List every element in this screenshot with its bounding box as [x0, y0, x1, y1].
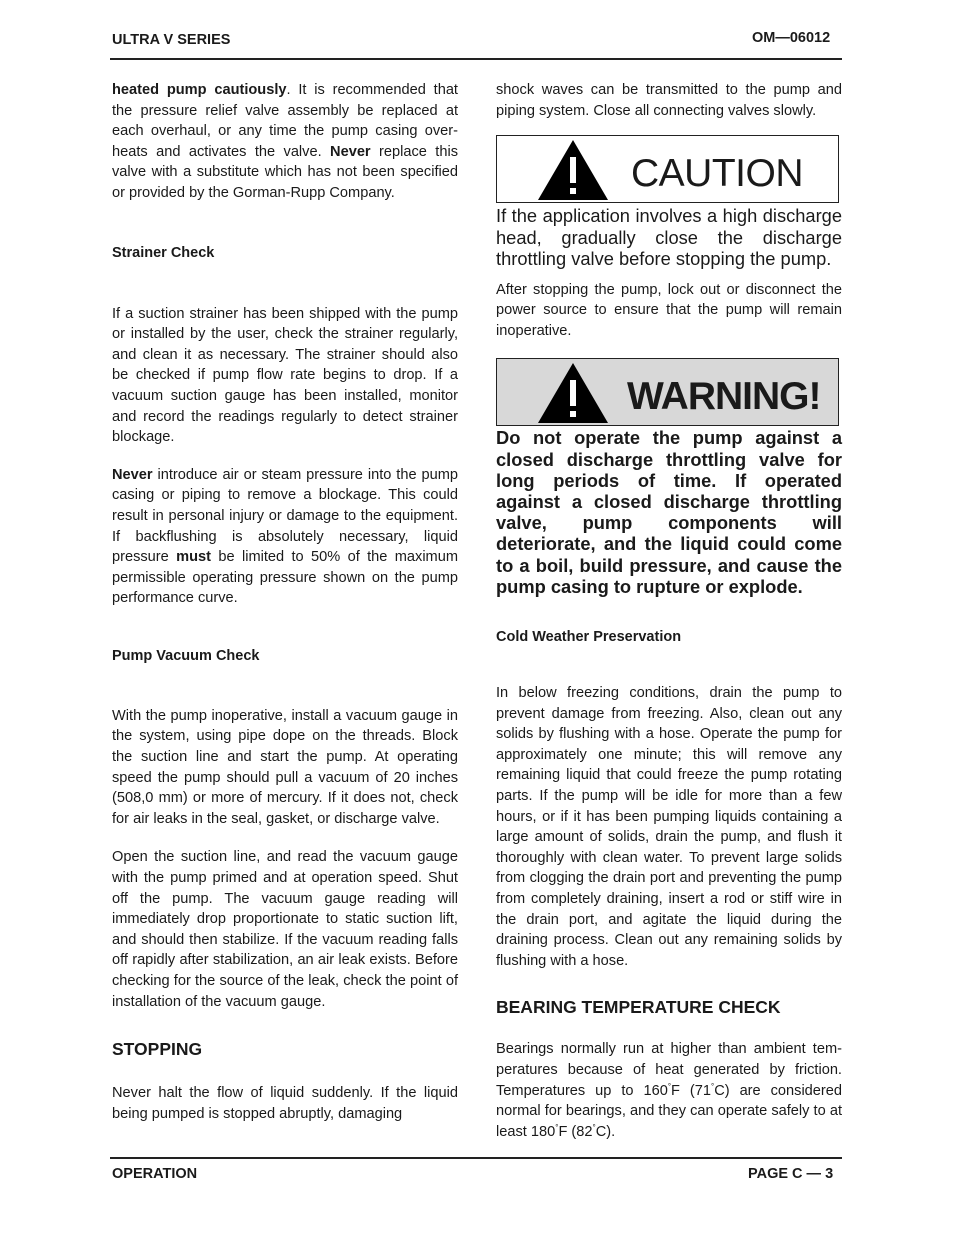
warning-message: Do not operate the pump against a closed discharge throttling valve for long periods of time. If operated against a closed discharge throttling valve, pump components will deteriorate, and the liquid could come to a boil, build pressure, and cause the pump casing to rupture or explode.: [496, 427, 842, 597]
caution-triangle-icon: [537, 139, 609, 201]
footer-section: OPERATION: [112, 1166, 198, 1182]
left-column: [112, 80, 458, 1124]
footer-page-number: PAGE C — 3: [748, 1166, 834, 1182]
shock-waves-paragraph: shock waves can be transmitted to the pump and piping system. Close all connecting valves slowly.: [496, 82, 842, 119]
warning-sign: [496, 358, 839, 426]
warning-triangle-icon: [537, 362, 609, 424]
footer-rule: [110, 1157, 842, 1159]
lockout-paragraph: After stopping the pump, lock out or disconnect the power source to ensure that the pump will remain inoperative.: [496, 281, 842, 339]
header-rule: [110, 58, 842, 60]
bearing-temperature-heading: BEARING TEMPERATURE CHECK: [496, 997, 781, 1018]
cold-weather-paragraph: In below freezing conditions, drain the pump to prevent damage from freezing. Also, clean out any solids by flushing with a hose. Operate the pump for approximately one minute; this will remove any remaining liquid that could freeze the pump rotating parts. If the pump will be idle for more than a few hours, or if it has been pumping liquids containing a large amount of solids, drain the pump, and flush it thoroughly with clean water. To prevent large solids from clogging the drain port and preventing the pump from completely draining, insert a rod or stiff wire in the drain port, and agitate the liquid during the draining process. Clean out any remaining solids by flushing with a hose.: [496, 685, 842, 969]
relief-valve-paragraph: heated pump cautiously. It is recommended that the pressure relief valve assembly be replaced at each overhaul, or any time the pump casing overheats and activates the valve. Never replace this valve with a substitute which has not been specified or provided by the Gorman-Rupp Company.: [112, 82, 458, 201]
header-doc-number: OM—06012: [752, 30, 831, 46]
stopping-heading: STOPPING: [112, 1039, 203, 1060]
strainer-check-heading: Strainer Check: [112, 244, 215, 261]
vacuum-paragraph-1: With the pump inoperative, install a vacuum gauge in the system, using pipe dope on the threads. Block the suction line and start the pump. At operating speed the pump should pull a vacuum of 20 inches (508,0 mm) or more of mercury. If it does not, check for air leaks in the seal, gasket, or discharge valve.: [112, 707, 458, 827]
pump-vacuum-check-heading: Pump Vacuum Check: [112, 647, 260, 664]
strainer-paragraph-2: Never introduce air or steam pressure into the pump casing or piping to remove a blockage. This could result in personal injury or damage to the equipment. If backflushing is absolutely necessary, liquid pressure must be limited to 50% of the maximum permissible operating pressure shown on the pump performance curve.: [112, 466, 458, 607]
caution-sign: [496, 135, 839, 203]
strainer-paragraph-1: If a suction strainer has been shipped with the pump or installed by the user, check the strainer regularly, and clean it as necessary. The strainer should also be checked if pump flow rate begins to drop. If a vacuum suction gauge has been installed, monitor and record the readings regularly to detect strainer blockage.: [112, 305, 458, 446]
stopping-paragraph: Never halt the flow of liquid suddenly. If the liquid being pumped is stopped abruptly, damaging: [112, 1085, 458, 1122]
vacuum-paragraph-2: Open the suction line, and read the vacuum gauge with the pump primed and at operation speed. Shut off the pump. The vacuum gauge reading will immediately drop proportionate to static suction lift, and should then stabilize. If the vacuum reading falls off rapidly after stabilization, an air leak exists. Before checking for the source of the leak, check the point of installation of the vacuum gauge.: [112, 849, 458, 1010]
caution-message: If the application involves a high discharge head, gradually close the discharge throttling valve before stopping the pump.: [496, 205, 842, 270]
cold-weather-heading: Cold Weather Preservation: [496, 629, 682, 646]
caution-label: CAUTION: [631, 152, 803, 196]
bearing-paragraph: Bearings normally run at higher than ambient temperatures because of heat generated by friction. Temperatures up to 160°F (71°C) are considered normal for bearings, and they can operate safely to at least 180°F (82°C).: [496, 1041, 843, 1140]
right-column: [496, 80, 842, 1142]
warning-label: WARNING!: [627, 375, 821, 419]
header-series: ULTRA V SERIES: [112, 32, 231, 48]
